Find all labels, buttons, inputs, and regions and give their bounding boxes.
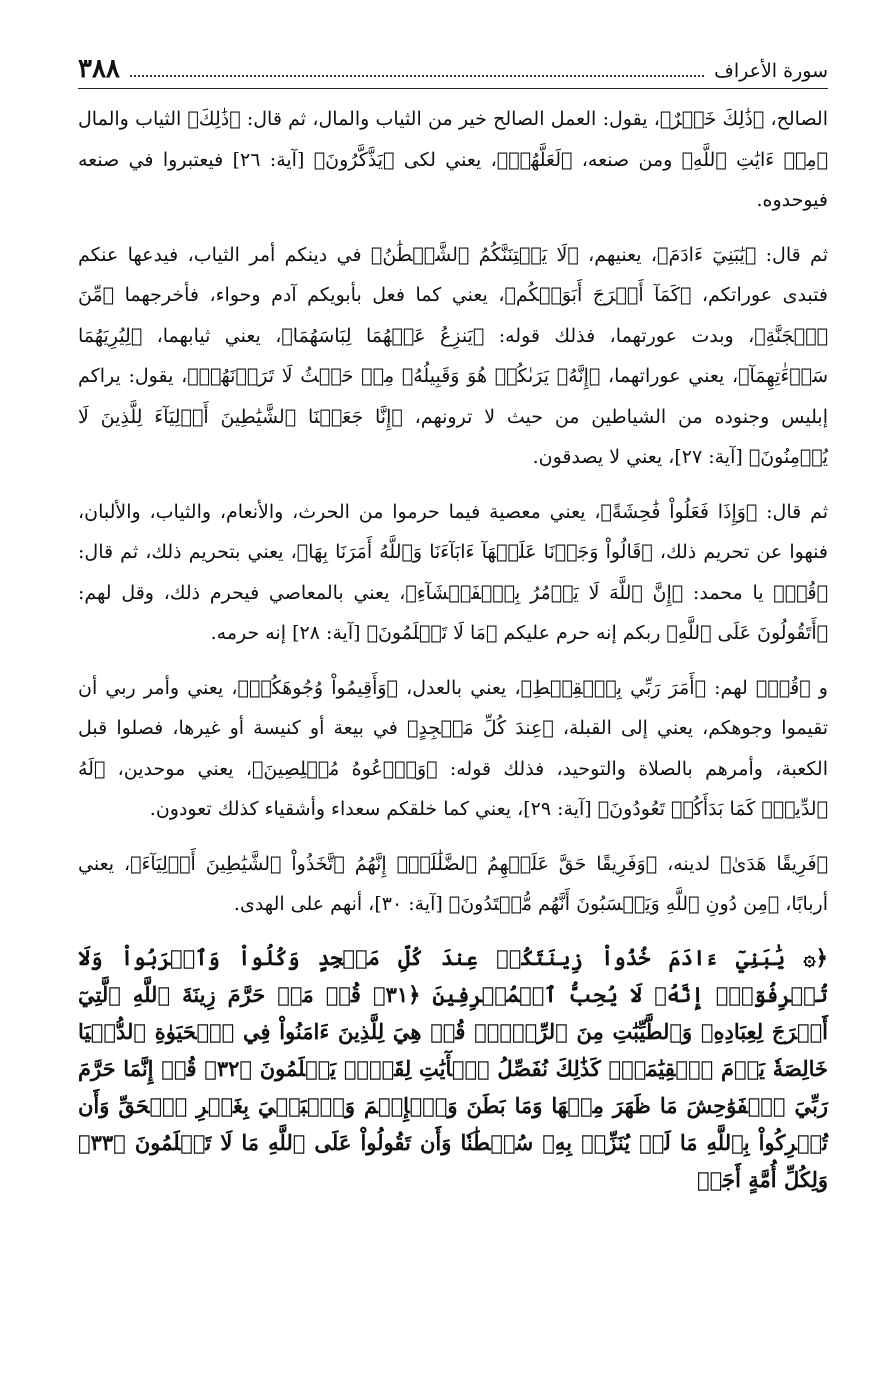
page-header: [78, 54, 828, 89]
paragraph: الصالح، ﴿ذَٰلِكَ خَيۡرٌ﴾، يقول: العمل الصالح خير من الثياب والمال، ثم قال: ﴿ذَٰلِكَ﴾ الثياب والمال ﴿مِنۡ ءَايَٰتِ ٱللَّهِ﴾ ومن صنعه، ﴿لَعَلَّهُمۡ﴾، يعني لكى ﴿يَذَّكَّرُونَ﴾ [آية: ٢٦] فيعتبروا في صنعه فيوحدوه.: [78, 108, 828, 211]
surah-title: سورة الأعراف: [714, 60, 828, 82]
paragraph: و ﴿قُلۡ﴾ لهم: ﴿أَمَرَ رَبِّي بِٱلۡقِسۡطِ﴾، يعني بالعدل، ﴿وَأَقِيمُواْ وُجُوهَكُمۡ﴾، يعني وأمر ربي أن تقيموا وجوهكم، يعني إلى القبلة، ﴿عِندَ كُلِّ مَسۡجِدٍ﴾ في بيعة أو كنيسة أو غيرها، فصلوا قبل الكعبة، وأمرهم بالصلاة والتوحيد، فذلك قوله: ﴿وَٱدۡعُوهُ مُخۡلِصِينَ﴾، يعني موحدين، ﴿لَهُ ٱلدِّينَۚ كَمَا بَدَأَكُمۡ تَعُودُونَ﴾ [آية: ٢٩]، يعني كما خلقكم سعداء وأشقياء كذلك تعودون.: [78, 676, 828, 820]
paragraph: ثم قال: ﴿وَإِذَا فَعَلُواْ فَٰحِشَةً﴾، يعني معصية فيما حرموا من الحرث، والأنعام، والثياب، والألبان، فنهوا عن تحريم ذلك، ﴿قَالُواْ وَجَدۡنَا عَلَيۡهَآ ءَابَآءَنَا وَٱللَّهُ أَمَرَنَا بِهَا﴾، يعني بتحريم ذلك، ثم قال: ﴿قُلۡ﴾ يا محمد: ﴿إِنَّ ٱللَّهَ لَا يَأۡمُرُ بِٱلۡفَحۡشَآءِ﴾، يعني بالمعاصي فيحرم ذلك، وقل لهم: ﴿أَتَقُولُونَ عَلَى ٱللَّهِ﴾ ربكم إنه حرم عليكم ﴿مَا لَا تَعۡلَمُونَ﴾ [آية: ٢٨] إنه حرمه.: [78, 500, 828, 644]
page-number: ٣٨٨: [78, 54, 120, 84]
book-page: [78, 54, 828, 1198]
paragraph: ثم قال: ﴿يَٰبَنِيٓ ءَادَمَ﴾، يعنيهم، ﴿لَا يَفۡتِنَنَّكُمُ ٱلشَّيۡطَٰنُ﴾ في دينكم أمر الثياب، فيدعها عنكم فتبدى عوراتكم، ﴿كَمَآ أَخۡرَجَ أَبَوَيۡكُم﴾، يعني كما فعل بأبويكم آدم وحواء، فأخرجهما ﴿مِّنَ ٱلۡجَنَّةِ﴾، وبدت عورتهما، فذلك قوله: ﴿يَنزِعُ عَنۡهُمَا لِبَاسَهُمَا﴾، يعني ثيابهما، ﴿لِيُرِيَهُمَا سَوۡءَٰتِهِمَآ﴾، يعني عوراتهما، ﴿إِنَّهُۥ يَرَىٰكُمۡ هُوَ وَقَبِيلُهُۥ مِنۡ حَيۡثُ لَا تَرَوۡنَهُمۡ﴾، يقول: يراكم إبليس وجنوده من الشياطين من حيث لا ترونهم، ﴿إِنَّا جَعَلۡنَا ٱلشَّيَٰطِينَ أَوۡلِيَآءَ لِلَّذِينَ لَا يُؤۡمِنُونَ﴾ [آية: ٢٧]، يعني لا يصدقون.: [78, 243, 828, 468]
quran-verses-block: ﴿۞ يَٰبَنِيٓ ءَادَمَ خُذُواْ زِينَتَكُمۡ عِندَ كُلِّ مَسۡجِدٍ وَكُلُواْ وَٱشۡرَبُواْ وَلَا تُسۡرِفُوٓاْۚ إِنَّهُۥ لَا يُحِبُّ ٱلۡمُسۡرِفِينَ ﴿٣١﴾ قُلۡ مَنۡ حَرَّمَ زِينَةَ ٱللَّهِ ٱلَّتِيٓ أَخۡرَجَ لِعِبَادِهِۦ وَٱلطَّيِّبَٰتِ مِنَ ٱلرِّزۡقِۚ قُلۡ هِيَ لِلَّذِينَ ءَامَنُواْ فِي ٱلۡحَيَوٰةِ ٱلدُّنۡيَا خَالِصَةٗ يَوۡمَ ٱلۡقِيَٰمَةِۗ كَذَٰلِكَ نُفَصِّلُ ٱلۡأٓيَٰتِ لِقَوۡمٖ يَعۡلَمُونَ ﴿٣٢﴾ قُلۡ إِنَّمَا حَرَّمَ رَبِّيَ ٱلۡفَوَٰحِشَ مَا ظَهَرَ مِنۡهَا وَمَا بَطَنَ وَٱلۡإِثۡمَ وَٱلۡبَغۡيَ بِغَيۡرِ ٱلۡحَقِّ وَأَن تُشۡرِكُواْ بِٱللَّهِ مَا لَمۡ يُنَزِّلۡ بِهِۦ سُلۡطَٰنٗا وَأَن تَقُولُواْ عَلَى ٱللَّهِ مَا لَا تَعۡلَمُونَ ﴿٣٣﴾ وَلِكُلِّ أُمَّةٍ أَجَلٞ: [78, 944, 828, 1192]
paragraph: ﴿فَرِيقًا هَدَىٰ﴾ لدينه، ﴿وَفَرِيقًا حَقَّ عَلَيۡهِمُ ٱلضَّلَٰلَةُۚ إِنَّهُمُ ٱتَّخَذُواْ ٱلشَّيَٰطِينَ أَوۡلِيَآءَ﴾، يعني أربابًا، ﴿مِن دُونِ ٱللَّهِ وَيَحۡسَبُونَ أَنَّهُم مُّهۡتَدُونَ﴾ [آية: ٣٠]، أنهم على الهدى.: [78, 852, 828, 915]
header-dotted-leader: [130, 75, 704, 77]
